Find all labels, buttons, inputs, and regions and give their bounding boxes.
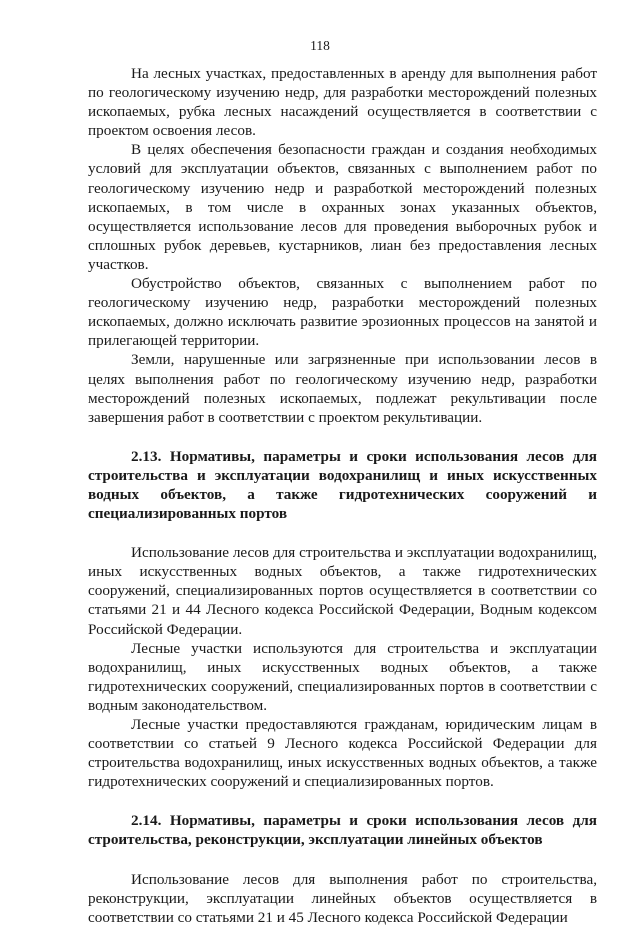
paragraph: На лесных участках, предоставленных в аренду для выполнения работ по геологическому изучению недр, для разработки месторождений полезных ископаемых, рубка лесных насаждений осуществляется в соответствии с проектом освоения лесов. xyxy=(88,65,597,140)
paragraph: Земли, нарушенные или загрязненные при использовании лесов в целях выполнения работ по геологическому изучению недр, разработки месторождений полезных ископаемых, подлежат рекультивации после завершения работ в соответствии с проектом рекультивации. xyxy=(88,351,597,426)
paragraph: Использование лесов для выполнения работ по строительства, реконструкции, эксплуатации линейных объектов осуществляется в соответствии со статьями 21 и 45 Лесного кодекса Российской Федерации xyxy=(88,870,597,926)
paragraph: Лесные участки используются для строительства и эксплуатации водохранилищ, иных искусственных водных объектов, а также гидротехнических сооружений, специализированных портов в соответствии с водным законодательством. xyxy=(88,639,597,714)
section-heading-2-14: 2.14. Нормативы, параметры и сроки использования лесов для строительства, реконструкции, эксплуатации линейных объектов xyxy=(88,812,597,849)
page-number: 118 xyxy=(310,38,330,53)
document-body xyxy=(88,64,597,927)
paragraph: Использование лесов для строительства и эксплуатации водохранилищ, иных искусственных водных объектов, а также гидротехнических сооружений, специализированных портов осуществляется в соответствии со статьями 21 и 44 Лесного кодекса Российской Федерации, Водным кодексом Российской Федерации. xyxy=(88,544,597,638)
paragraph: Обустройство объектов, связанных с выполнением работ по геологическому изучению недр, разработки месторождений полезных ископаемых, должно исключать развитие эрозионных процессов на занятой и прилегающей территории. xyxy=(88,275,597,350)
paragraph: В целях обеспечения безопасности граждан и создания необходимых условий для эксплуатации объектов, связанных с выполнением работ по геологическому изучению недр и разработкой месторождений полезных ископаемых, в том числе в охранных зонах указанных объектов, осуществляется использование лесов для проведения выборочных рубок и сплошных рубок деревьев, кустарников, лиан без предоставления лесных участков. xyxy=(88,141,597,273)
paragraph: Лесные участки предоставляются гражданам, юридическим лицам в соответствии со статьей 9 Лесного кодекса Российской Федерации для строительства водохранилищ, иных искусственных водных объектов, а также гидротехнических сооружений и специализированных портов. xyxy=(88,716,597,791)
section-heading-2-13: 2.13. Нормативы, параметры и сроки использования лесов для строительства и эксплуатации водохранилищ и иных искусственных водных объектов, а также гидротехнических сооружений и специализированных портов xyxy=(88,447,597,523)
